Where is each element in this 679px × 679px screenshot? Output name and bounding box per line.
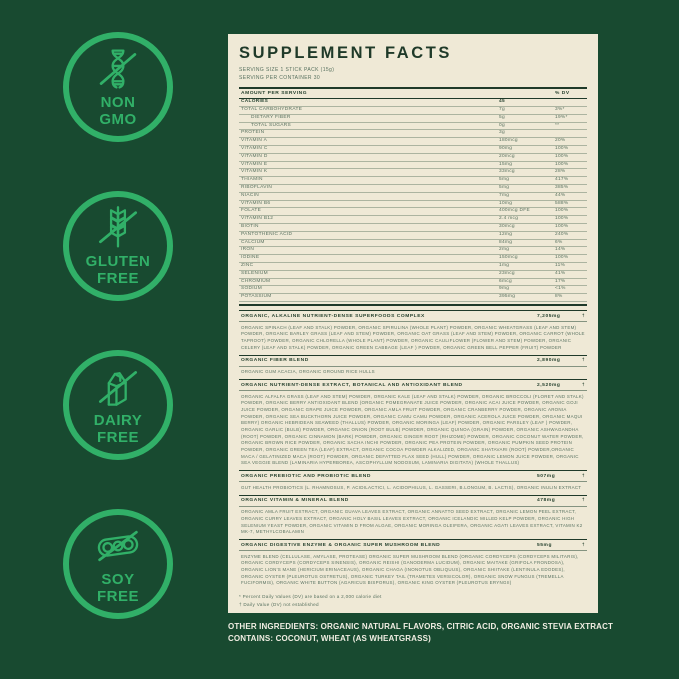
nutrient-row xyxy=(239,130,587,138)
nutrient-name: CHROMIUM xyxy=(241,278,271,284)
nutrient-amount: 7g xyxy=(499,107,505,113)
blend-sections xyxy=(239,310,587,590)
nutrient-name: IRON xyxy=(241,247,255,253)
nutrient-row xyxy=(239,154,587,162)
footnote: * Percent Daily Values (DV) are based on a 2,000 calorie diet xyxy=(239,594,382,600)
nutrient-dv: ** xyxy=(555,122,560,128)
blend-title: ORGANIC VITAMIN & MINERAL BLEND xyxy=(241,498,349,504)
nutrient-row xyxy=(239,185,587,193)
blend-dv-symbol: † xyxy=(582,541,585,547)
table-header-row xyxy=(239,89,587,99)
blend-ingredients: ORGANIC GUM ACACIA, ORGANIC GROUND RICE HULLS xyxy=(241,369,375,375)
badge-label xyxy=(97,572,139,604)
nutrient-dv: 41% xyxy=(555,270,566,276)
blend-header-row xyxy=(239,379,587,391)
nutrient-dv: 8% xyxy=(555,294,563,300)
blend-amount: 478mg xyxy=(537,498,556,504)
nutrient-row xyxy=(239,177,587,185)
badge-gluten-free xyxy=(63,191,173,301)
blend-title: ORGANIC FIBER BLEND xyxy=(241,358,309,364)
nutrient-row xyxy=(239,169,587,177)
contains-value: COCONUT, WHEAT (AS WHEATGRASS) xyxy=(273,634,431,644)
nutrient-amount: 23mcg xyxy=(499,270,515,276)
nutrient-row xyxy=(239,294,587,302)
blend-section xyxy=(239,470,587,494)
nutrient-row xyxy=(239,193,587,201)
nutrient-name: POTASSIUM xyxy=(241,294,272,300)
nutrient-amount: 12mg xyxy=(499,231,513,237)
blend-section xyxy=(239,539,587,590)
contains-line xyxy=(228,633,628,645)
blend-amount: 2,890mg xyxy=(537,358,561,364)
nutrient-dv: 100% xyxy=(555,153,569,159)
blend-section xyxy=(239,310,587,354)
nutrient-dv: 3%* xyxy=(555,107,565,113)
nutrient-row xyxy=(239,255,587,263)
nutrient-name: NIACIN xyxy=(241,192,260,198)
nutrient-row xyxy=(239,162,587,170)
nutrient-amount: 5mg xyxy=(499,185,510,191)
badge-label-line2: FREE xyxy=(96,269,139,287)
nutrient-amount: 90mg xyxy=(499,146,513,152)
nutrient-name: VITAMIN E xyxy=(241,161,268,167)
badge-label xyxy=(86,254,151,286)
nutrient-amount: 5mg xyxy=(499,177,510,183)
nutrient-amount: 180mcg xyxy=(499,138,518,144)
nutrient-name: VITAMIN A xyxy=(241,138,268,144)
nutrient-amount: 20mcg xyxy=(499,153,515,159)
nutrient-dv: 17% xyxy=(555,278,566,284)
blend-amount: 2,520mg xyxy=(537,382,561,388)
nutrient-amount: 10mg xyxy=(499,200,513,206)
nutrient-amount: 0g xyxy=(499,122,505,128)
nutrient-name: RIBOFLAVIN xyxy=(241,185,273,191)
nutrient-name: CALCIUM xyxy=(241,239,265,245)
nutrient-row xyxy=(239,115,587,123)
nutrient-table-body xyxy=(239,99,587,302)
nutrient-row xyxy=(239,107,587,115)
nutrient-row xyxy=(239,138,587,146)
nutrient-dv: 19%* xyxy=(555,114,568,120)
nutrient-name: VITAMIN B6 xyxy=(241,200,271,206)
nutrient-amount: 84mg xyxy=(499,239,513,245)
blend-dv-symbol: † xyxy=(582,472,585,478)
panel-title: SUPPLEMENT FACTS xyxy=(239,44,453,62)
nutrient-dv: 100% xyxy=(555,208,569,214)
nutrient-row xyxy=(239,263,587,271)
nutrient-name: CALORIES xyxy=(241,99,269,105)
blend-section xyxy=(239,495,587,539)
badge-label-line1: DAIRY xyxy=(93,412,143,430)
blend-ingredients: GUT HEALTH PROBIOTICS (L. RHAMNOSUS, P. ACIDILACTICI, L. ACIDOPHILUS, L. GASSERI, B.LONGUM, B. LACTIS), ORGANIC INULIN EXTRACT xyxy=(241,484,582,490)
wheat-icon xyxy=(94,205,142,254)
nutrient-row xyxy=(239,271,587,279)
nutrient-row xyxy=(239,240,587,248)
serving-size: SERVING SIZE 1 STICK PACK (15g) xyxy=(239,67,335,73)
footnotes xyxy=(239,593,587,608)
blend-header-row xyxy=(239,470,587,482)
nutrient-amount: 33mcg xyxy=(499,169,515,175)
badge-label-line2: FREE xyxy=(96,428,139,446)
nutrient-amount: 15mg xyxy=(499,161,513,167)
nutrient-row xyxy=(239,224,587,232)
badge-label-line1: NON xyxy=(100,94,136,112)
badge-dairy-free xyxy=(63,350,173,460)
blend-amount: 55mg xyxy=(537,542,552,548)
nutrient-row xyxy=(239,208,587,216)
supplement-facts-panel xyxy=(228,34,598,613)
milk-carton-icon xyxy=(94,364,142,413)
nutrient-amount: 2.4 mcg xyxy=(499,216,519,222)
blend-ingredients: ORGANIC SPINACH (LEAF AND STALK) POWDER, ORGANIC SPIRULINA (WHOLE PLANT) POWDER, ORGANIC WHEATGRASS (LEAF AND STEM) POWDER, ORGANIC BARLEY GRASS (LEAF AND STEM) POWDER, ORGANIC OAT GRASS (LEAF AND STEM) POWDER, ORGANIC CARROT (WHOLE TAPROOT) POWDER, ORGANIC CHLORELLA (WHOLE PLANT) POWDER, ORGANIC CAULIFLOWER (FLOWER AND STEM) POWDER, ORGANIC CELERY (LEAF AND STALK) POWDER, ORGANIC GREEN CABBAGE (LEAF ) POWDER, ORGANIC GREEN BELL PEPPER (FRUIT) POWDER xyxy=(241,324,585,350)
blend-title: ORGANIC, ALKALINE NUTRIENT-DENSE SUPERFOODS COMPLEX xyxy=(241,313,425,319)
badge-soy-free xyxy=(63,509,173,619)
amount-per-serving-header: AMOUNT PER SERVING xyxy=(241,91,308,97)
dna-icon xyxy=(94,46,142,95)
blend-ingredients: ENZYME BLEND (CELLULASE, AMYLASE, PROTEASE) ORGANIC SUPER MUSHROOM BLEND (ORGANIC CORDYCEPS (CORDYCEPS MILITARIS), ORGANIC CORDYCEPS (CORDYCEPS SINENSIS), ORGANIC REISHI (GANODERMA LUCIDUM), ORGANIC MAITAKE (GRIFOLA FRONDOSA), ORGANIC LION'S MANE (HERICIUM ERINACEAUS), ORGANIC CHAGA (INONOTUS OBLIQUUS), ORGANIC SHIITAKE (LENTINULA EDODES), ORGANIC OYSTER (PLEUROTUS OSTRETUS), ORGANIC TURKEY TAIL (TRAMETES VERSICOLOR), ORGANIC SNOW FUNGUS (TREMELLA FUCIFORMIS), ORGANIC WHITE BUTTON (AGARICUS BISPORUS), ORGANIC KING OYSTER (PLEUROTUS ERYNGII) xyxy=(241,553,579,586)
badge-label-line1: SOY xyxy=(101,571,135,589)
nutrient-dv: 100% xyxy=(555,216,569,222)
nutrient-amount: 150mcg xyxy=(499,255,518,261)
nutrient-amount: 7mg xyxy=(499,192,510,198)
blend-ingredients: ORGANIC ALFALFA GRASS (LEAF AND STEM) POWDER, ORGANIC KALE (LEAF AND STALK) POWDER, ORGANIC BROCCOLI (FLORET AND STALK) POWDER, ORGANIC BERRY ANTIOXIDANT BLEND (ORGANIC POMEGRANATE JUICE POWDER, ORGANIC ACAI JUICE POWDER, ORGANIC GOJI JUICE POWDER, ORGANIC GRAPE JUICE POWDER, ORGANIC AMLA FRUIT POWDER, ORGANIC CRANBERRY POWDER, ORGANIC ARONIA POWDER, ORGANIC SEA BUCKTHORN JUICE POWDER, ORGANIC CAMU CAMU POWDER, ORGANIC ACEROLA JUICE POWDER, ORGANIC MAQUI BERRY) ORGANIC HEBRIDEAN SEAWEED (THALLUS) POWDER, ORGANIC MORINGA (LEAF) POWDER, ORGANIC PARSLEY (LEAF ) POWDER, ORGANIC GARLIC (BULB) POWDER, ORGANIC ONION (ROOT BULB) POWDER, ORGANIC QUINOA (GRAIN) POWDER, ORGANIC ASHWAGANDHA (ROOT) POWDER, ORGANIC CINNAMON (BARK) POWDER, ORGANIC GINGER ROOT (RHIZOME) POWDER, ORGANIC COCONUT WATER POWDER, ORGANIC BROWN RICE POWDER, ORGANIC SACHA INCHI POWDER, ORGANIC PEA PROTEIN POWDER, ORGANIC PUMPKIN SEED PROTEIN POWDER, ORGANIC GREEN TEA (LEAF) EXTRACT, ORGANIC COCOA POWDER ALKALIZED, ORGANIC SHATAVARI (ROOT) POWDER,ORGANIC MACA / GELATINIZED MACA (ROOT) POWDER, ORGANIC DEFATTED FLAX SEED (HULL) POWDER, ORGANIC LEMON JUICE POWDER, ORGANIC SEA VEGGIE BLEND (LAMINARIA HYPERBOREA, ASCOPHYLLUM NODOSUM, LAMINARIA DIGITATA) (WHOLE THALLUS) xyxy=(241,393,584,466)
nutrient-dv: 6% xyxy=(555,239,563,245)
blend-dv-symbol: † xyxy=(582,381,585,387)
soybean-icon xyxy=(92,523,144,572)
nutrient-name: SODIUM xyxy=(241,286,262,292)
nutrient-name: THIAMIN xyxy=(241,177,263,183)
blend-header-row xyxy=(239,539,587,551)
nutrient-dv: 14% xyxy=(555,247,566,253)
footnote: † Daily Value (DV) not established xyxy=(239,601,319,607)
nutrient-dv: 100% xyxy=(555,146,569,152)
badge-label-line2: GMO xyxy=(99,110,137,128)
blend-amount: 507mg xyxy=(537,473,556,479)
nutrient-amount: 400mcg DFE xyxy=(499,208,530,214)
blend-title: ORGANIC DIGESTIVE ENZYME & ORGANIC SUPER MUSHROOM BLEND xyxy=(241,542,441,548)
nutrient-row xyxy=(239,123,587,131)
footer-text xyxy=(228,621,628,646)
badge-label xyxy=(99,95,136,127)
blend-dv-symbol: † xyxy=(582,357,585,363)
nutrient-name: FOLATE xyxy=(241,208,262,214)
nutrient-name: TOTAL CARBOHYDRATE xyxy=(241,107,303,113)
blend-section xyxy=(239,355,587,379)
badge-label-line2: FREE xyxy=(96,587,139,605)
other-ingredients-line xyxy=(228,621,628,633)
nutrient-amount: 1mg xyxy=(499,263,510,269)
badge-non-gmo xyxy=(63,32,173,142)
nutrient-dv: 417% xyxy=(555,177,569,183)
blend-section xyxy=(239,379,587,470)
blend-dv-symbol: † xyxy=(582,312,585,318)
nutrient-name: DIETARY FIBER xyxy=(251,114,291,120)
nutrient-name: VITAMIN D xyxy=(241,153,268,159)
nutrient-name: ZINC xyxy=(241,263,254,269)
nutrient-name: BIOTIN xyxy=(241,224,259,230)
nutrient-dv: 588% xyxy=(555,200,569,206)
nutrient-name: PANTOTHENIC ACID xyxy=(241,231,293,237)
nutrient-row xyxy=(239,201,587,209)
blend-title: ORGANIC NUTRIENT-DENSE EXTRACT, BOTANICAL AND ANTIOXIDANT BLEND xyxy=(241,382,463,388)
other-ingredients-value: ORGANIC NATURAL FLAVORS, CITRIC ACID, ORGANIC STEVIA EXTRACT xyxy=(318,622,614,631)
nutrient-amount: 6mcg xyxy=(499,278,512,284)
other-ingredients-label: OTHER INGREDIENTS: xyxy=(228,622,319,631)
nutrient-dv: 20% xyxy=(555,138,566,144)
nutrient-row xyxy=(239,279,587,287)
nutrient-name: VITAMIN C xyxy=(241,146,268,152)
nutrient-dv: 385% xyxy=(555,185,569,191)
nutrient-amount: 9mg xyxy=(499,286,510,292)
nutrient-name: SELENIUM xyxy=(241,270,268,276)
blend-header-row xyxy=(239,495,587,507)
nutrient-row xyxy=(239,146,587,154)
nutrient-dv: 11% xyxy=(555,263,566,269)
badge-label-line1: GLUTEN xyxy=(85,253,151,271)
nutrient-name: VITAMIN B12 xyxy=(241,216,274,222)
nutrient-row xyxy=(239,99,587,107)
blend-amount: 7,205mg xyxy=(537,313,561,319)
nutrient-name: TOTAL SUGARS xyxy=(251,122,292,128)
badge-label xyxy=(94,413,143,445)
nutrient-dv: <1% xyxy=(555,286,566,292)
nutrient-dv: 100% xyxy=(555,161,569,167)
blend-ingredients: ORGANIC AMLA FRUIT EXTRACT, ORGANIC GUAVA LEAVES EXTRACT, ORGANIC ANNATTO SEED EXTRACT, ORGANIC LEMON PEEL EXTRACT, ORGANIC CURRY LEAVES EXTRACT, ORGANIC HOLY BASIL LEAVES EXTRACT, ORGANIC ICELANDIC MILLED KELP POWDER, ORGANIC HIGH SELENIUM YEAST POWDER, ORGANIC VITAMIN D FROM ALGAE, ORGANIC MORINGA OLEIFERA, ORGANIC AGATI LEAVES EXTRACT, VITAMIN K2 MK-7, METHYLCOBALAMIN xyxy=(241,509,583,535)
nutrient-amount: 30mcg xyxy=(499,224,515,230)
nutrient-name: IODINE xyxy=(241,255,260,261)
nutrient-amount: 395mg xyxy=(499,294,516,300)
servings-per-container: SERVING PER CONTAINER 30 xyxy=(239,74,321,81)
nutrient-dv: 100% xyxy=(555,224,569,230)
nutrient-dv: 100% xyxy=(555,255,569,261)
blend-header-row xyxy=(239,310,587,322)
nutrient-row xyxy=(239,232,587,240)
nutrient-dv: 28% xyxy=(555,169,566,175)
contains-label: CONTAINS: xyxy=(228,634,274,644)
blend-dv-symbol: † xyxy=(582,497,585,503)
blend-title: ORGANIC PREBIOTIC AND PROBIOTIC BLEND xyxy=(241,473,371,479)
nutrient-name: VITAMIN K xyxy=(241,169,268,175)
divider xyxy=(239,304,587,306)
dv-header: % DV xyxy=(555,91,570,97)
nutrient-amount: 5g xyxy=(499,114,505,120)
nutrient-amount: 45 xyxy=(499,99,505,105)
nutrient-row xyxy=(239,216,587,224)
nutrient-amount: 3g xyxy=(499,130,505,136)
nutrient-dv: 240% xyxy=(555,231,569,237)
nutrient-row xyxy=(239,286,587,294)
blend-header-row xyxy=(239,355,587,367)
nutrient-amount: 2mg xyxy=(499,247,510,253)
nutrient-dv: 44% xyxy=(555,192,566,198)
nutrient-name: PROTEIN xyxy=(241,130,265,136)
nutrient-row xyxy=(239,247,587,255)
